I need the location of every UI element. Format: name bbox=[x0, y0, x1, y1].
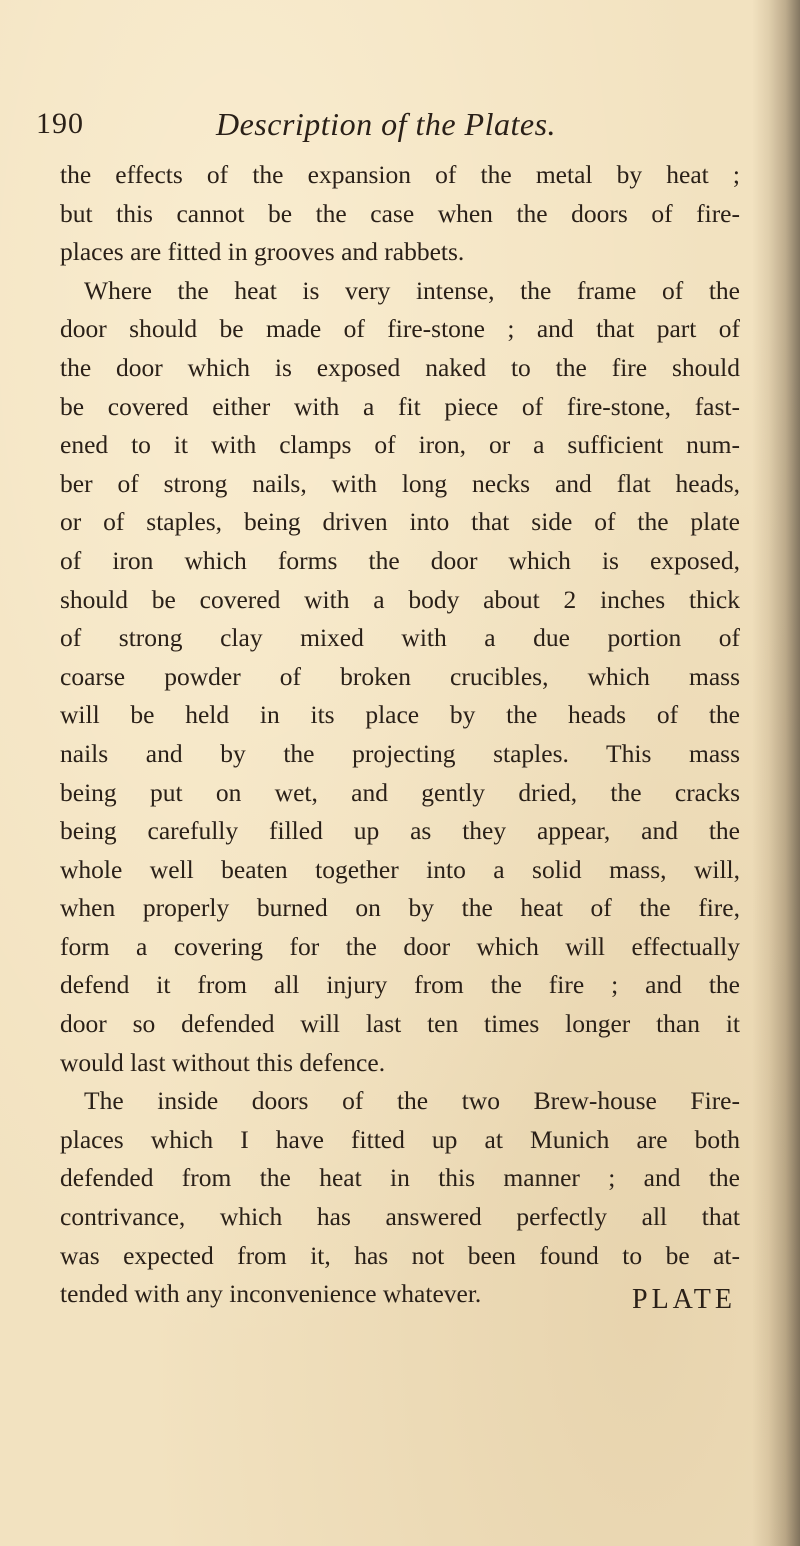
running-title: Description of the Plates. bbox=[215, 106, 557, 142]
text-line: would last without this defence. bbox=[60, 1047, 386, 1077]
text-line: being carefully filled up as they appear, and the bbox=[60, 816, 740, 846]
text-line: the effects of the expansion of the metal by heat ; bbox=[60, 160, 740, 189]
text-line: will be held in its place by the heads of the bbox=[60, 700, 740, 730]
page-number: 190 bbox=[36, 107, 84, 140]
text-line: or of staples, being driven into that side of the plate bbox=[60, 507, 740, 537]
text-line: should be covered with a body about 2 inches thick bbox=[60, 584, 740, 614]
text-line: The inside doors of the two Brew-house Fire- bbox=[84, 1086, 740, 1116]
text-line: form a covering for the door which will effectually bbox=[60, 931, 740, 961]
text-line: door so defended will last ten times longer than it bbox=[60, 1009, 740, 1039]
text-line: Where the heat is very intense, the frame of the bbox=[84, 275, 740, 305]
spine-shadow bbox=[752, 0, 800, 1546]
text-line: of strong clay mixed with a due portion of bbox=[60, 623, 740, 653]
text-line: tended with any inconvenience whatever. bbox=[60, 1279, 482, 1309]
text-line: was expected from it, has not been found to be at- bbox=[60, 1240, 740, 1270]
text-line: ened to it with clamps of iron, or a sufficient num- bbox=[60, 430, 740, 460]
text-line: being put on wet, and gently dried, the cracks bbox=[60, 777, 740, 807]
text-line: but this cannot be the case when the doors of fire- bbox=[60, 198, 740, 228]
text-line: nails and by the projecting staples. This mass bbox=[60, 738, 740, 768]
text-line: contrivance, which has answered perfectly all that bbox=[60, 1202, 740, 1232]
body-text bbox=[60, 156, 740, 1314]
text-line: ber of strong nails, with long necks and flat heads, bbox=[60, 468, 740, 498]
text-line: the door which is exposed naked to the fire should bbox=[60, 352, 740, 382]
running-head bbox=[36, 104, 756, 144]
text-line: of iron which forms the door which is exposed, bbox=[60, 545, 740, 575]
catchword: PLATE bbox=[632, 1284, 736, 1315]
text-line: places which I have fitted up at Munich are both bbox=[60, 1124, 740, 1154]
text-line: places are fitted in grooves and rabbets. bbox=[60, 237, 465, 267]
text-line: defend it from all injury from the fire ; and the bbox=[60, 970, 740, 1000]
text-line: be covered either with a fit piece of fire-stone, fast- bbox=[60, 391, 740, 421]
text-line: coarse powder of broken crucibles, which mass bbox=[60, 661, 740, 691]
text-line: when properly burned on by the heat of the fire, bbox=[60, 893, 740, 923]
text-line: defended from the heat in this manner ; and the bbox=[60, 1163, 740, 1193]
text-line: whole well beaten together into a solid mass, will, bbox=[60, 854, 740, 884]
text-line: door should be made of fire-stone ; and that part of bbox=[60, 314, 740, 344]
